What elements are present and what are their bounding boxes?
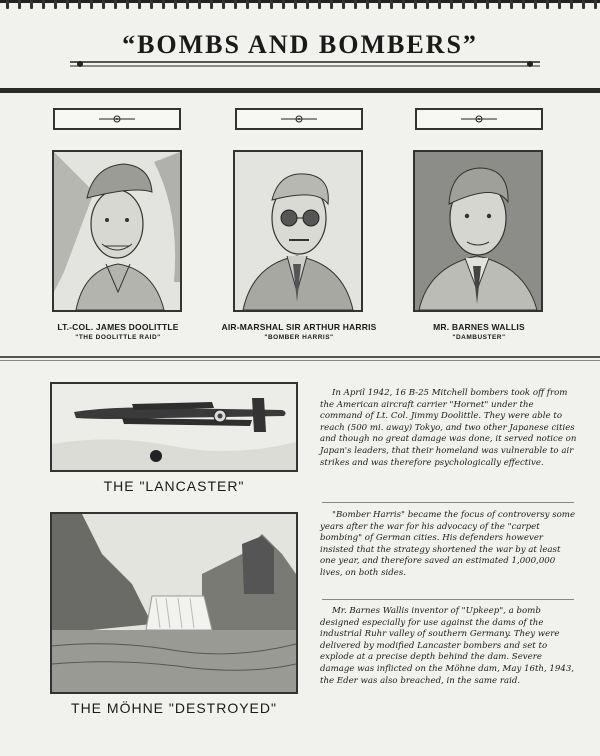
portrait-subtitle-harris: "BOMBER HARRIS" (264, 334, 334, 341)
portrait-subtitle-wallis: "DAMBUSTER" (452, 334, 506, 341)
portrait-wallis (413, 150, 543, 312)
paragraph-doolittle: In April 1942, 16 B-25 Mitchell bombers took off from the American aircraft carrier "Hornet" under the command of Lt. Col. Jimmy Doolittle. They were able to reach (500 mi. away) Tokyo, and two other Japanese cities and though no great damage was done, it served notice on Japan's leaders, that their homeland was vulnerable to air strikes and was therefore psychologically effective. (320, 388, 577, 468)
spiral-binding (0, 0, 600, 10)
portrait-doolittle (52, 150, 182, 312)
section-divider-thin (0, 360, 600, 361)
mohne-dam-sketch (50, 512, 298, 694)
paragraph-rule-2 (322, 599, 574, 600)
portrait-harris (233, 150, 363, 312)
portrait-name-wallis: MR. BARNES WALLIS (433, 322, 525, 332)
page-title: “BOMBS AND BOMBERS” (122, 30, 478, 59)
nameplate-wallis (415, 108, 543, 130)
lancaster-sketch (50, 382, 298, 472)
lancaster-caption: THE "LANCASTER" (103, 478, 245, 494)
portrait-subtitle-doolittle: "THE DOOLITTLE RAID" (75, 334, 161, 341)
paragraph-rule-1 (322, 502, 574, 503)
nameplate-harris (235, 108, 363, 130)
portrait-name-harris: AIR-MARSHAL SIR ARTHUR HARRIS (221, 322, 377, 332)
paragraph-wallis: Mr. Barnes Wallis inventor of "Upkeep", a bomb designed especially for use against the dams of the industrial Ruhr valley of southern Germany. They were delivered by modified Lancaster bombers and set to explode at a precise depth behind the dam. Severe damage was inflicted on the Möhne dam, May 16th, 1943, the Eder was also breached, in the same raid. (320, 606, 575, 686)
nameplate-doolittle (53, 108, 181, 130)
header-band (0, 88, 600, 93)
mohne-caption: THE MÖHNE "DESTROYED" (71, 700, 277, 716)
paragraph-harris: "Bomber Harris" became the focus of controversy some years after the war for his advocacy of the "carpet bombing" of German cities. His defenders however insisted that the strategy shortened the war by at least one year, and therefore saved an estimated 1,000,000 lives, on both sides. (320, 510, 576, 578)
section-divider (0, 356, 600, 358)
portrait-name-doolittle: LT.-COL. JAMES DOOLITTLE (57, 322, 179, 332)
title-rule (70, 58, 540, 70)
